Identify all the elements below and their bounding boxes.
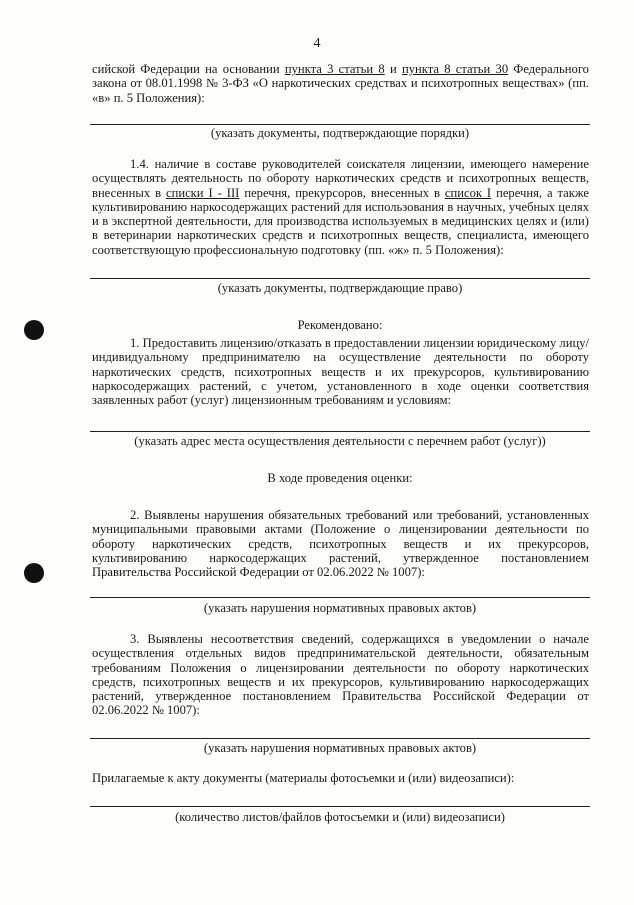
- link-spiski-i-iii[interactable]: списки I - III: [166, 185, 240, 200]
- item-3-paragraph: 3. Выявлены несоответствия сведений, содержащихся в уведомлении о начале осуществления отдельных видов предпринимательской деятельности, обязательным требованиям Положения о лицензировании деятельности по обороту наркотических средств, психотропных веществ и их прекурсоров, культивированию наркосодержащих растений, утвержденное постановлением Правительства Российской Федерации от 02.06.2022 № 1007):: [92, 632, 589, 718]
- link-spisok-i[interactable]: список I: [444, 185, 492, 200]
- caption-activity-address: (указать адрес места осуществления деятельности с перечнем работ (услуг)): [134, 434, 546, 448]
- caption-violations-2: (указать нарушения нормативных правовых актов): [203, 741, 477, 755]
- intro-text-1: сийской Федерации на основании: [92, 62, 285, 76]
- fill-line-6: [90, 806, 590, 807]
- recommended-heading: Рекомендовано:: [297, 318, 383, 332]
- fill-line-5: [90, 738, 590, 739]
- caption-photo-video-count: (количество листов/файлов фотосъемки и (или) видеозаписи): [175, 810, 505, 824]
- caption-violations-1: (указать нарушения нормативных правовых актов): [203, 601, 477, 615]
- item-1-4-text-1: 1.4. наличие в составе руководителей соискателя лицензии, имеющего намерение осуществлять деятельность по обороту наркотических средств и психотропных веществ, внесенных в: [92, 157, 589, 200]
- intro-text-3: Федерального закона от 08.01.1998 № 3-ФЗ «О наркотических средствах и психотропных веществах» (пп. «в» п. 5 Положения):: [92, 62, 589, 105]
- item-1-4-text-2: перечня, прекурсоров, внесенных в: [239, 185, 445, 200]
- punch-hole-top: [24, 320, 44, 340]
- punch-hole-bottom: [24, 563, 44, 583]
- intro-text-2: и: [384, 62, 402, 76]
- item-2-paragraph: 2. Выявлены нарушения обязательных требований или требований, установленных муниципальными правовыми актами (Положение о лицензировании деятельности по обороту наркотических средств, психотропных веществ и их прекурсоров, культивированию наркосодержащих растений, утвержденное постановлением Правительства Российской Федерации от 02.06.2022 № 1007):: [92, 508, 589, 580]
- intro-paragraph: [92, 62, 589, 105]
- caption-documents-procedures: (указать документы, подтверждающие порядки): [210, 126, 470, 140]
- assessment-heading: В ходе проведения оценки:: [267, 471, 413, 485]
- item-1-4-paragraph: [92, 157, 589, 257]
- link-punkt-3-statyi-8[interactable]: пункта 3 статьи 8: [284, 62, 385, 76]
- page-number: 4: [313, 36, 321, 51]
- caption-documents-right: (указать документы, подтверждающие право): [217, 281, 463, 295]
- fill-line-3: [90, 431, 590, 432]
- item-1-4-text-3: перечня, а также культивированию наркосодержащих растений для использования в научных, учебных целях и в экспертной деятельности, для производства используемых в медицинских целях и (или) в ветеринарии наркотических средств и психотропных веществ, специалиста, имеющего соответствующую профессиональную подготовку (пп. «ж» п. 5 Положения):: [92, 185, 589, 257]
- link-punkt-8-statyi-30[interactable]: пункта 8 статьи 30: [401, 62, 509, 76]
- fill-line-1: [90, 124, 590, 125]
- fill-line-2: [90, 278, 590, 279]
- item-1-paragraph: 1. Предоставить лицензию/отказать в предоставлении лицензии юридическому лицу/индивидуальному предпринимателю на осуществление деятельности по обороту наркотических средств, психотропных веществ и их прекурсоров, культивированию наркосодержащих растений, с учетом, установленного в ходе оценки соответствия заявленных работ (услуг) лицензионным требованиям и условиям:: [92, 336, 589, 408]
- fill-line-4: [90, 597, 590, 598]
- attachments-label: Прилагаемые к акту документы (материалы фотосъемки и (или) видеозаписи):: [92, 771, 515, 785]
